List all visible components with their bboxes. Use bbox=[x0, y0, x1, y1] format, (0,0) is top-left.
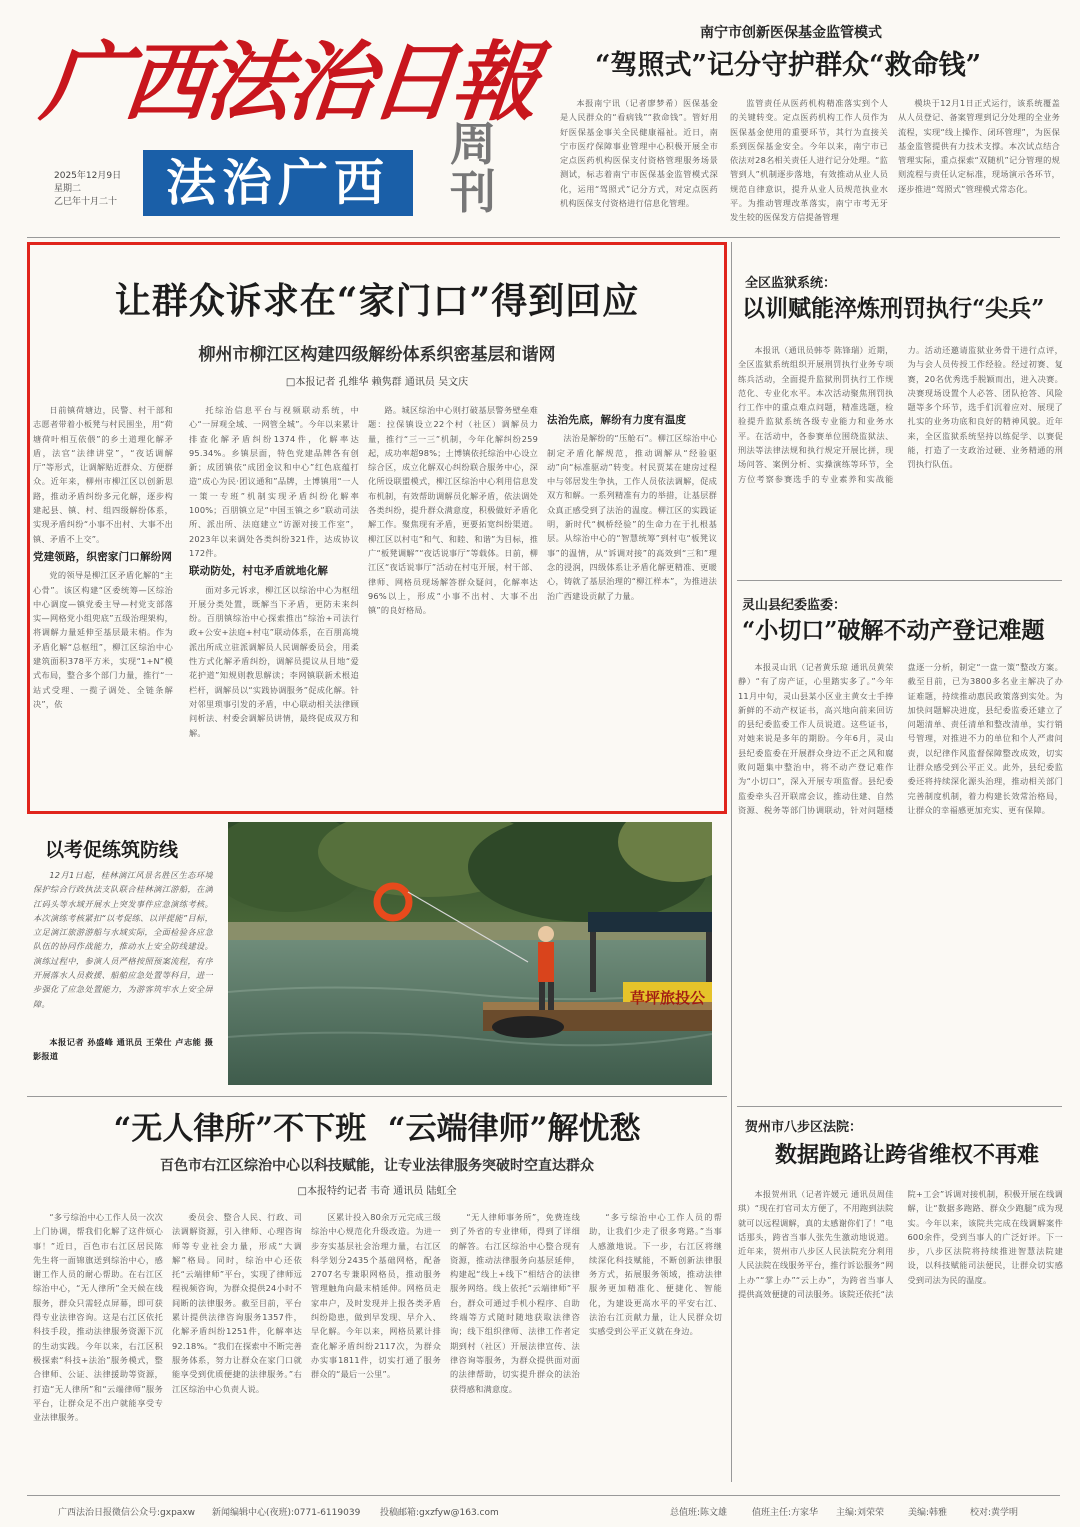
photo-story-body bbox=[33, 868, 213, 1038]
lead-col1-intro: 日前镇荷塘边，民警、村干部和志愿者带着小板凳与村民围坐，用“荷塘荷叶相互依偎”的乡土道理化解矛盾，法官“法律讲堂”，“夜话调解厅”等形式，让调解贴近群众、方便群众。近年来，柳州市柳江区以创新思路，推动矛盾纠纷多元化解，逐步构建起县、镇、村、组四级解纷体系，实现矛盾纠纷“小事不出村、大事不出镇、矛盾不上交”。 bbox=[33, 405, 173, 544]
lead-col2-body2: 面对多元诉求，柳江区以综治中心为枢纽开展分类处置，既解当下矛盾，更防未来纠纷。百朋镇综治中心探索推出“综治+司法行政+公安+法庭+村屯”联动体系，在百朋高境派出所成立驻派调解员人民调解委员会，用柔性方式化解矛盾纠纷，调解员提议从目地“爱花护道”知规则教思解读；李网镇联新术根追栏杆，调解员以“实践协调服务”促成化解。针对邻里琐事引发的矛盾，中心联动相关法律顾问析法、村委会调解员讲情，最终促成双方和解。 bbox=[189, 584, 359, 738]
bottom-col5-text: “多亏综治中心工作人员的帮助，让我们少走了很多弯路。”当事人感激地说。下一步，右江区将继续深化科技赋能，不断创新法律服务方式，拓展服务领域，推动法律服务更加精准化、便捷化、智能化，为建设更高水平的平安右江、法治右江贡献力量，让人民群众切实感受到公平正义就在身边。 bbox=[589, 1212, 722, 1337]
footer-email: 投稿邮箱:gxzfyw@163.com bbox=[380, 1508, 499, 1518]
footer-wechat: 广西法治日报微信公众号:gxpaxw bbox=[58, 1508, 195, 1518]
weekly-label bbox=[450, 117, 510, 219]
side2-kicker: 灵山县纪委监委： bbox=[742, 598, 847, 613]
top-story-column-2 bbox=[730, 96, 888, 231]
lead-col2-section-head: 联动防处，村屯矛盾就地化解 bbox=[189, 565, 329, 578]
photo-story-credit bbox=[33, 1035, 213, 1083]
lead-story-column-4 bbox=[547, 409, 717, 807]
lead-col2-body: 托综治信息平台与视频联动系统，中心“一屏观全域、一网管全城”。今年以来累计排查化解矛盾纠纷1374件，化解率达95.34%。乡镇层面，特色党建品牌各有创新；成团镇依“成团金议和中心”红色底蕴打造“成心为民·团议通和”品牌，土博镇用“一人一策一专班”机制实现矛盾纠纷化解率100%；百朋镇立足“中国玉镇之乡”联动司法所、派出所、法庭建立“访源对接工作室”，2023年以来调处各类纠纷321件，达成协议172件。 bbox=[189, 405, 359, 558]
photo-story-headline: 以考促练筑防线 bbox=[45, 839, 179, 861]
top-story-col2-text: 监管责任从医药机构精准落实到个人的关键转变。定点医药机构工作人员作为医保基金使用的重要环节，其行为直接关系到医保基金安全。今年以来，南宁市已依法对28名相关责任人进行记分处理。“监管到人”机制逐步落地，有效推动从业人员规范自律意识，提升从业人员规范执业水平。为推动管理改革落实，南宁市考无牙发生较的医保发方信提备管理 bbox=[730, 98, 888, 223]
sidebar-divider bbox=[731, 242, 732, 1482]
bottom-story-column-5 bbox=[589, 1210, 722, 1485]
boat-sign: 草坪旅投公 bbox=[629, 989, 705, 1007]
issue-weekday: 星期二 bbox=[54, 184, 82, 194]
side1-body-text: 本报讯（通讯员韩苓 陈锋瑞）近期，全区监狱系统组织开展刑罚执行业务专项练兵活动，全面提升监狱刑罚执行工作规范化、专业化水平。本次活动聚焦刑罚执行工作中的重点难点问题，精准选题，检验提升监狱系统各级专业能力和业务水平。在活动中，各参赛单位围绕监狱法、刑法等法律法规和执行规定开展比拼，现场问答、案例分析、实操演练等环节，全方位考察参赛选手的专业素养和实战能力。活动还邀请监狱业务骨干进行点评，为与会人员传授工作经验。经过初赛、复赛，20名优秀选手脱颖而出，进入决赛。决赛现场设置个人必答、团队抢答、风险题等多个环节，选手们沉着应对、展现了扎实的业务功底和良好的精神风貌。近年来，全区监狱系统坚持以练促学、以赛促能，打造了一支政治过硬、业务精通的刑罚执行队伍。 bbox=[738, 345, 1063, 484]
photo-story-credit-text: 本报记者 孙盛峰 通讯员 王荣仕 卢志能 摄影报道 bbox=[33, 1037, 213, 1062]
lead-col1-section-head: 党建领路，织密家门口解纷网 bbox=[33, 550, 173, 563]
top-story-headline: “驾照式”记分守护群众“救命钱” bbox=[595, 50, 982, 81]
lead-story-column-3 bbox=[368, 403, 538, 807]
bottom-col2-text: 委员会、整合人民、行政、司法调解资源，引入律师、心理咨询师等专业社会力量，形成“大调解”格局。同时，综治中心还依托“云端律师”平台，实现了律师远程视频咨询，为群众提供24小时不间断的法律服务。截至目前，平台累计提供法律咨询服务1357件，化解矛盾纠纷1251件，化解率达92.18%。“我们在探索中不断完善服务体系，努力让群众在家门口就能享受到优质便捷的法律服务。”右江区综治中心负责人说。 bbox=[172, 1212, 302, 1394]
bottom-story-subhead: 百色市右江区综治中心以科技赋能，让专业法律服务突破时空直达群众 bbox=[160, 1158, 594, 1174]
edition-title: 法治广西 bbox=[143, 150, 413, 216]
date-block bbox=[54, 170, 134, 209]
side2-body-text: 本报灵山讯（记者黄乐琼 通讯员黄荣静）“有了房产证，心里踏实多了。”今年11月中旬，灵山县某小区业主黄女士手捧新鲜的不动产权证书，高兴地向前来回访的县纪委监委工作人员说道。这些证书，对她来说是多年的期盼。今年6月，灵山县纪委监委在开展群众身边不正之风和腐败问题集中整治中，将不动产登记难作为“小切口”，深入开展专项监督。县纪委监委牵头召开联席会议，推动住建、自然资源、税务等部门协调联动，针对问题楼盘逐一分析，制定“一盘一策”整改方案。截至目前，已为3800多名业主解决了办证难题，持续推动惠民政策落到实处。为加快问题解决进度，县纪委监委还建立了问题清单、责任清单和整改清单，实行销号管理，对推进不力的单位和个人严肃问责，以纪律作风监督保障整改成效，切实让群众感受到公平正义。此外，县纪委监委还将持续深化源头治理，推动相关部门完善制度机制，着力构建长效常治格局，让群众的幸福感更加充实、更有保障。 bbox=[738, 662, 1063, 815]
footer-hotline: 新闻编辑中心(夜班):0771-6119039 bbox=[212, 1508, 361, 1518]
side3-body bbox=[738, 1187, 1063, 1482]
side1-body bbox=[738, 343, 1063, 565]
side1-kicker: 全区监狱系统： bbox=[745, 276, 837, 291]
bottom-story-column-3 bbox=[311, 1210, 441, 1485]
lead-col1-body: 党的领导是柳江区矛盾化解的“主心骨”。该区构建“区委统筹—区综治中心调度—镇党委主导—村党支部落实—网格党小组兜底”五级治理架构，将调解力量延伸至基层最末梢。作为矛盾化解“总枢纽”，柳江区综治中心建筑面积378平方米，实现“1+N”模式布局，整合多个部门力量，推行“一站式受理、一揽子调处、全链条解决”，依 bbox=[33, 570, 173, 709]
footer-art: 美编:韩雅 bbox=[908, 1508, 948, 1518]
footer-editor: 总值班:陈文雄 bbox=[670, 1508, 728, 1518]
lead-story-byline: □本报记者 孔维华 赖隽群 通讯员 吴文庆 bbox=[285, 377, 469, 388]
side3-body-text: 本报贺州讯（记者许媛元 通讯员周佳琪）“现在打官司太方便了，不用跑到法院就可以远程调解，真的太感谢你们了！”电话那头，跨省当事人张先生激动地说道。近年来，贺州市八步区人民法院充分利用人民法院在线服务平台，推行诉讼服务“网上办”“掌上办”“云上办”，为跨省当事人提供高效便捷的司法服务。该院还依托“法院+工会”诉调对接机制，积极开展在线调解，让“数据多跑路、群众少跑腿”成为现实。今年以来，该院共完成在线调解案件600余件，受到当事人的广泛好评。下一步，八步区法院将持续推进智慧法院建设，以科技赋能司法便民，让群众切实感受到司法为民的温度。 bbox=[738, 1189, 1063, 1300]
side3-headline: 数据跑路让跨省维权不再难 bbox=[774, 1142, 1039, 1168]
bottom-story-column-1 bbox=[33, 1210, 163, 1485]
issue-lunar-date: 乙巳年十月二十 bbox=[54, 197, 118, 207]
bottom-story-byline: □本报特约记者 韦奇 通讯员 陆虹全 bbox=[297, 1186, 457, 1197]
bottom-col3-text: 区累计投入80余万元完成三级综治中心规范化升级改造。为进一步夯实基层社会治理力量，右江区科学划分2435个基础网格，配备2707名专兼职网格员，推动服务管理触角向最末梢延伸。网格员走家串户，及时发现并上报各类矛盾纠纷隐患，做到早发现、早介入、早化解。今年以来，网格员累计排查化解矛盾纠纷2117次，为群众办实事1811件，切实打通了服务群众的“最后一公里”。 bbox=[311, 1212, 441, 1380]
bottom-col4-text: “无人律师事务所”，免费连线到了外省的专业律师，得到了详细的解答。右江区综治中心整合现有资源，推动法律服务向基层延伸，构建起“线上+线下”相结合的法律服务网络。线上依托“云端律师”平台，群众可通过手机小程序、自助终端等方式随时随地获取法律咨询；线下组织律师、法律工作者定期到村（社区）开展法律宣传、法律咨询等服务，为群众提供面对面的法律帮助，切实提升群众的法治获得感和满意度。 bbox=[450, 1212, 580, 1394]
rescue-drill-photo-graphic bbox=[228, 822, 712, 1085]
footer-proof: 校对:黄学明 bbox=[970, 1508, 1019, 1518]
top-story-col3-text: 模块于12月1日正式运行，该系统覆盖从人员登记、备案管理到记分处理的全业务流程，实现“线上操作、闭环管理”，为医保基金监管提供有力技术支撑。本次试点结合管理实际，重点探索“双随机”记分管理的规则流程与责任认定标准，现场演示各环节，逐步推进“驾照式”管理模式常态化。 bbox=[898, 98, 1060, 194]
bottom-story-divider bbox=[27, 1096, 727, 1097]
lead-col4-section-head: 法治先底，解纷有力度有温度 bbox=[547, 414, 687, 426]
bottom-col1-text: “多亏综治中心工作人员一次次上门协调，帮我们化解了这件烦心事！”近日，百色市右江区居民陈先生将一面锦旗送到综治中心，感谢工作人员的耐心帮助。在右江区综治中心，“无人律所”全天候在线服务，群众只需轻点屏幕，即可获得专业法律咨询。这是右江区依托科技手段，推动法律服务资源下沉的生动实践。今年以来，右江区积极探索“科技+法治”服务模式，整合律师、公证、法律援助等资源，打造“无人律所”和“云端律师”服务平台，让群众足不出户就能享受专业法律服务。 bbox=[33, 1212, 163, 1423]
lead-col3-body: 路。城区综治中心则打破基层警务壁垒难题：拉保镇设立22个村（社区）调解员力量，推行“三一三”机制，今年化解纠纷259起，成功率超98%；土博镇依托综治中心设立综合区，成立化解双心纠纷联合服务中心，深化所设联盟模式，柳江区综治中心利用信息发布机制，有效帮助调解员化解矛盾，依法调处各类纠纷，提升群众满意度，积极做好矛盾化解工作。聚焦现有矛盾，更要拓宽纠纷渠道。柳江区以村屯“和气、和睦、和谐”为目标，推广“板凳调解”“夜话说事厅”等载体。日前，柳江区“夜话说事厅”活动在村屯开展，村干部、律师、网格员现场解答群众疑问，化解率达96%以上，形成“小事不出村、大事不出镇”的良好格局。 bbox=[368, 405, 538, 616]
side3-kicker: 贺州市八步区法院： bbox=[745, 1120, 863, 1135]
top-story-column-3 bbox=[898, 96, 1060, 231]
side1-headline: 以训赋能淬炼刑罚执行“尖兵” bbox=[742, 295, 1045, 322]
footer-divider bbox=[27, 1495, 1060, 1496]
side2-headline: “小切口”破解不动产登记难题 bbox=[742, 617, 1045, 644]
lead-story-column-1 bbox=[33, 403, 173, 807]
side1-divider bbox=[737, 580, 1062, 581]
weekly-text: 周刊 bbox=[450, 117, 496, 219]
lead-story-subhead: 柳州市柳江区构建四级解纷体系织密基层和谐网 bbox=[198, 345, 556, 365]
masthead-logo: 广西法治日報 bbox=[36, 32, 540, 133]
side2-body bbox=[738, 660, 1063, 1092]
footer-chief: 主编:刘荣荣 bbox=[836, 1508, 885, 1518]
issue-date: 2025年12月9日 bbox=[54, 171, 122, 181]
side2-divider bbox=[737, 1106, 1062, 1107]
photo-story-body-text: 12月1日起，桂林漓江风景名胜区生态环境保护综合行政执法支队联合桂林漓江游船，在漓江码头等水域开展水上突发事件应急演练考核。本次演练考核紧扣“以考促练、以评提能”目标，立足漓江旅游游船与水域实际，全面检验各应急队伍的协同作战能力，推动水上安全防线建设。演练过程中，参演人员严格按照预案流程，有序开展落水人员救援、船舶应急处置等科目，进一步强化了应急处置能力，为游客筑牢水上安全屏障。 bbox=[33, 870, 213, 1009]
top-story-column-1 bbox=[560, 96, 718, 231]
top-story-col1-text: 本报南宁讯（记者廖梦希）医保基金是人民群众的“看病钱”“救命钱”。管好用好医保基金事关全民健康福祉。近日，南宁市医疗保障事业管理中心积极开展全市定点医药机构医保支付资格管理服务场景测试，标志着南宁市医保基金监管模式深化，运用“驾照式”记分方式，对定点医药机构医保支付资格进行信息化管理。 bbox=[560, 98, 718, 209]
lead-story-column-2 bbox=[189, 403, 359, 807]
top-story-kicker: 南宁市创新医保基金监管模式 bbox=[700, 25, 882, 41]
bottom-story-column-4 bbox=[450, 1210, 580, 1485]
lead-col4-body: 法治是解纷的“压舱石”。柳江区综治中心制定矛盾化解规范，推动调解从“经验驱动”向“标准驱动”转变。村民贾某在建房过程中与邻居发生争执，工作人员依法调解，促成双方和解。一系列精准有力的举措，让基层群众真正感受到了法治的温度。柳江区的实践证明，新时代“枫桥经验”的生命力在于扎根基层。从综治中心的“智慧统筹”到村屯“板凳议事”的温情，从“诉调对接”的高效到“三和”理念的浸润，四级体系让矛盾化解更精准、更暖心，铸就了基层治理的“柳江样本”，为推进法治广西建设贡献了力量。 bbox=[547, 433, 717, 601]
lead-story-headline: 让群众诉求在“家门口”得到回应 bbox=[114, 280, 640, 322]
footer-duty: 值班主任:方家华 bbox=[752, 1508, 819, 1518]
masthead-divider bbox=[27, 237, 1060, 238]
news-photo-rescue-drill bbox=[228, 822, 712, 1085]
bottom-story-headline: “无人律所”不下班 “云端律师”解忧愁 bbox=[113, 1111, 641, 1147]
bottom-story-column-2 bbox=[172, 1210, 302, 1485]
